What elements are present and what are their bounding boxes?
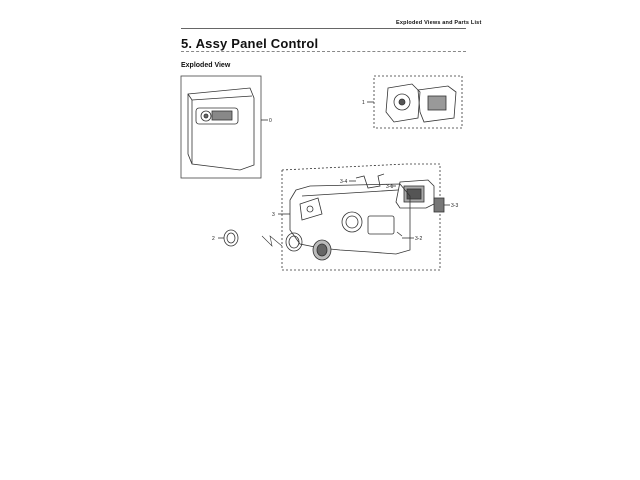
callout-3-2: 3-2 — [415, 236, 423, 242]
callout-3-4: 3-4 — [340, 179, 348, 185]
callout-0: 0 — [269, 118, 272, 124]
callout-3-1: 3-1 — [386, 184, 394, 190]
small-knob — [434, 198, 450, 212]
dial-ring — [218, 230, 238, 246]
washer-overview — [181, 76, 268, 178]
pcb-assy-box — [367, 76, 462, 128]
control-panel — [278, 184, 414, 254]
section-title: 5. Assy Panel Control — [181, 36, 319, 51]
callout-3: 3 — [272, 212, 275, 218]
callout-2: 2 — [212, 236, 215, 242]
callout-1: 1 — [362, 100, 365, 106]
dial-knob — [313, 240, 331, 260]
window-part — [349, 174, 384, 188]
callout-3-3: 3-3 — [451, 203, 459, 209]
running-header: Exploded Views and Parts List — [396, 20, 482, 26]
section-subtitle: Exploded View — [181, 62, 231, 69]
dial-ring-2 — [286, 233, 302, 251]
